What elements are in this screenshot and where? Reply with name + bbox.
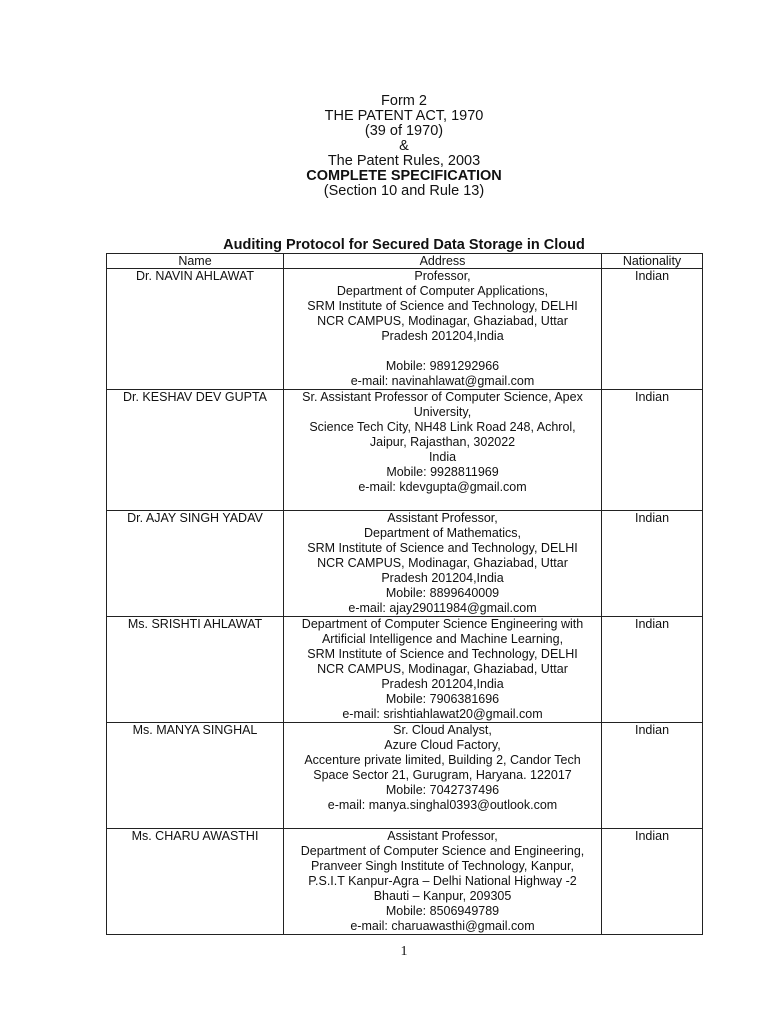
column-header-name: Name [107, 254, 284, 269]
inventor-address [284, 829, 602, 935]
address-line [286, 344, 599, 359]
table-header-row [107, 254, 703, 269]
address-line: SRM Institute of Science and Technology, DELHI [307, 299, 578, 313]
address-line: Mobile: 7906381696 [385, 692, 500, 706]
specification-type: COMPLETE SPECIFICATION [306, 168, 502, 184]
address-line: Mobile: 9928811969 [386, 465, 499, 479]
address-line: Department of Computer Science Engineering with [301, 617, 584, 631]
address-line: e-mail: navinahlawat@gmail.com [350, 374, 535, 388]
address-line: Department of Mathematics, [363, 526, 521, 540]
address-line: Assistant Professor, [387, 511, 498, 525]
inventor-nationality: Indian [602, 511, 703, 617]
inventor-name: Ms. CHARU AWASTHI [107, 829, 284, 935]
form-number: Form 2 [381, 93, 427, 109]
address-line: Sr. Assistant Professor of Computer Science, Apex [302, 390, 583, 404]
address-line [286, 495, 599, 510]
address-line: SRM Institute of Science and Technology, DELHI [307, 541, 578, 555]
address-line [286, 813, 599, 828]
address-line: Pradesh 201204,India [381, 571, 504, 585]
inventor-name: Dr. NAVIN AHLAWAT [107, 269, 284, 390]
table-row [107, 269, 703, 390]
column-header-nationality: Nationality [602, 254, 703, 269]
invention-title: Auditing Protocol for Secured Data Storage in Cloud [223, 237, 585, 253]
address-line: Space Sector 21, Gurugram, Haryana. 122017 [313, 768, 572, 782]
column-header-address: Address [284, 254, 602, 269]
address-line: Mobile: 8899640009 [385, 586, 500, 600]
address-line: Jaipur, Rajasthan, 302022 [369, 435, 516, 449]
table-row [107, 829, 703, 935]
address-line: Department of Computer Applications, [336, 284, 549, 298]
inventor-address [284, 723, 602, 829]
inventor-name: Ms. MANYA SINGHAL [107, 723, 284, 829]
address-line: Assistant Professor, [387, 829, 498, 843]
address-line: Pranveer Singh Institute of Technology, Kanpur, [311, 859, 574, 873]
act-name: THE PATENT ACT, 1970 [324, 108, 484, 124]
address-line: Department of Computer Science and Engineering, [300, 844, 585, 858]
address-line: Azure Cloud Factory, [384, 738, 501, 752]
address-line: NCR CAMPUS, Modinagar, Ghaziabad, Uttar [317, 314, 568, 328]
inventor-address [284, 390, 602, 511]
address-line: Artificial Intelligence and Machine Learning, [321, 632, 564, 646]
address-line: Pradesh 201204,India [381, 329, 504, 343]
address-line: e-mail: srishtiahlawat20@gmail.com [342, 707, 543, 721]
table-row [107, 723, 703, 829]
section-reference: (Section 10 and Rule 13) [323, 183, 485, 199]
inventor-nationality: Indian [602, 617, 703, 723]
address-line: Sr. Cloud Analyst, [393, 723, 492, 737]
address-line: e-mail: manya.singhal0393@outlook.com [327, 798, 558, 812]
address-line: Accenture private limited, Building 2, Candor Tech [304, 753, 581, 767]
table-row [107, 390, 703, 511]
inventor-nationality: Indian [602, 723, 703, 829]
address-line: Bhauti – Kanpur, 209305 [373, 889, 512, 903]
table-row [107, 617, 703, 723]
address-line: e-mail: kdevgupta@gmail.com [358, 480, 527, 494]
address-line: Mobile: 8506949789 [385, 904, 500, 918]
address-line: India [428, 450, 457, 464]
address-line: University, [413, 405, 472, 419]
address-line: e-mail: charuawasthi@gmail.com [350, 919, 535, 933]
address-line: Pradesh 201204,India [381, 677, 504, 691]
table-row [107, 511, 703, 617]
inventor-name: Dr. AJAY SINGH YADAV [107, 511, 284, 617]
act-number: (39 of 1970) [364, 123, 444, 139]
ampersand: & [399, 138, 409, 154]
address-line: Mobile: 9891292966 [385, 359, 500, 373]
address-line: Professor, [414, 269, 471, 283]
address-line: NCR CAMPUS, Modinagar, Ghaziabad, Uttar [317, 662, 568, 676]
inventor-nationality: Indian [602, 829, 703, 935]
inventor-nationality: Indian [602, 269, 703, 390]
inventor-address [284, 511, 602, 617]
address-line: e-mail: ajay29011984@gmail.com [348, 601, 537, 615]
inventor-name: Ms. SRISHTI AHLAWAT [107, 617, 284, 723]
inventor-address [284, 617, 602, 723]
form-heading [0, 94, 768, 199]
address-line: P.S.I.T Kanpur-Agra – Delhi National Highway -2 [308, 874, 577, 888]
inventor-table [106, 253, 703, 935]
address-line: NCR CAMPUS, Modinagar, Ghaziabad, Uttar [317, 556, 568, 570]
inventor-address [284, 269, 602, 390]
address-line: SRM Institute of Science and Technology, DELHI [307, 647, 578, 661]
page-number: 1 [400, 944, 408, 959]
address-line: Mobile: 7042737496 [385, 783, 500, 797]
rules-name: The Patent Rules, 2003 [327, 153, 481, 169]
address-line: Science Tech City, NH48 Link Road 248, Achrol, [309, 420, 576, 434]
inventor-name: Dr. KESHAV DEV GUPTA [107, 390, 284, 511]
inventor-nationality: Indian [602, 390, 703, 511]
